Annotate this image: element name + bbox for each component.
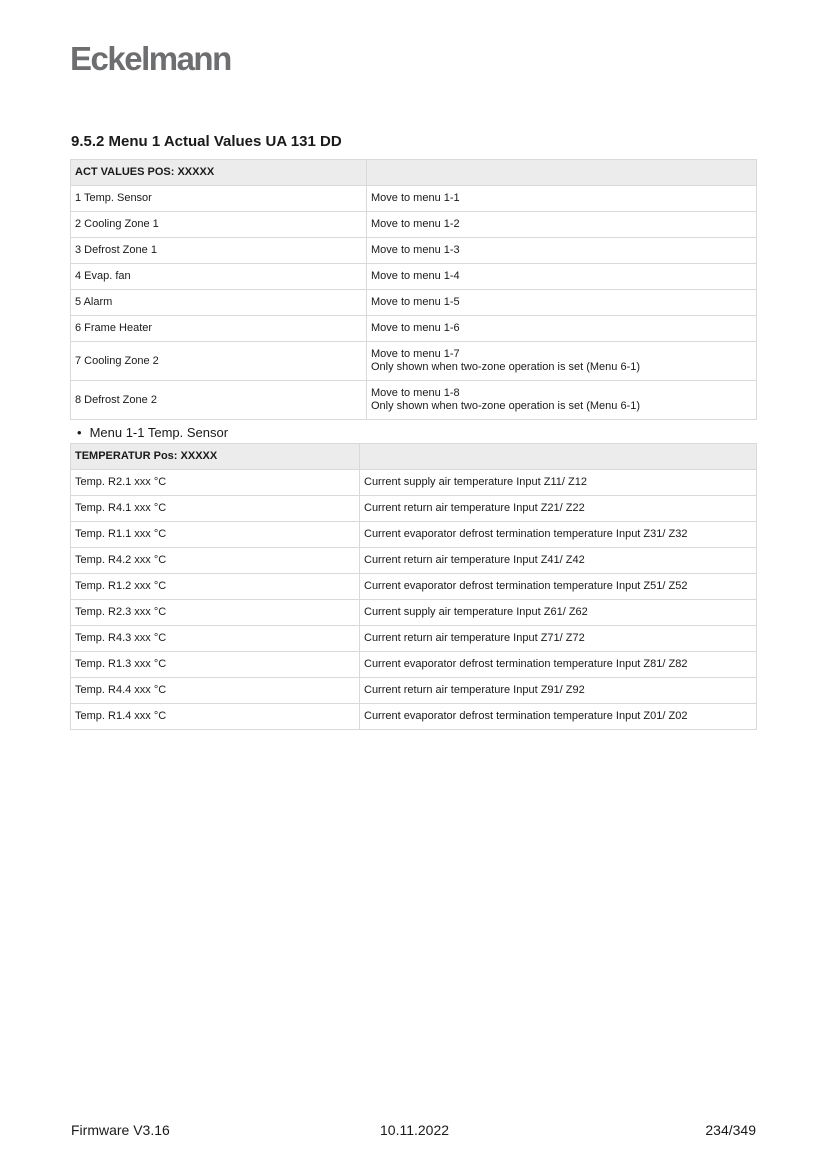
sensor-label: Temp. R1.3 xxx °C: [71, 652, 360, 678]
table-header-cell: [360, 444, 757, 470]
menu-item-label: 8 Defrost Zone 2: [71, 381, 367, 420]
sensor-description: Current evaporator defrost termination temperature Input Z01/ Z02: [360, 704, 757, 730]
menu-item-description: Move to menu 1-6: [367, 316, 757, 342]
menu-item-description: Move to menu 1-5: [367, 290, 757, 316]
sensor-description: Current supply air temperature Input Z61/ Z62: [360, 600, 757, 626]
menu-item-description: Move to menu 1-1: [367, 186, 757, 212]
table-header-row: [71, 160, 757, 186]
actual-values-table: [70, 159, 757, 420]
table-row: [71, 186, 757, 212]
menu-item-note: Only shown when two-zone operation is set (Menu 6-1): [371, 400, 641, 412]
table-row: [71, 652, 757, 678]
table-row: [71, 678, 757, 704]
table-row: [71, 574, 757, 600]
menu-item-description: Move to menu 1-3: [367, 238, 757, 264]
table-row: [71, 212, 757, 238]
sensor-label: Temp. R4.2 xxx °C: [71, 548, 360, 574]
footer-page-number: 234/349: [705, 1122, 756, 1138]
sensor-label: Temp. R1.1 xxx °C: [71, 522, 360, 548]
menu-item-description: Move to menu 1-4: [367, 264, 757, 290]
sensor-description: Current evaporator defrost termination temperature Input Z31/ Z32: [360, 522, 757, 548]
bullet-icon: •: [77, 425, 82, 440]
sensor-label: Temp. R2.3 xxx °C: [71, 600, 360, 626]
menu-item-target: Move to menu 1-7: [371, 348, 460, 360]
subsection-title: Menu 1-1 Temp. Sensor: [89, 425, 229, 440]
sensor-label: Temp. R1.2 xxx °C: [71, 574, 360, 600]
table-row: [71, 496, 757, 522]
section-title: 9.5.2 Menu 1 Actual Values UA 131 DD: [71, 133, 342, 150]
table-row: [71, 548, 757, 574]
menu-item-description: [367, 381, 757, 420]
sensor-label: Temp. R1.4 xxx °C: [71, 704, 360, 730]
sensor-label: Temp. R2.1 xxx °C: [71, 470, 360, 496]
sensor-description: Current return air temperature Input Z21/ Z22: [360, 496, 757, 522]
sensor-description: Current return air temperature Input Z41/ Z42: [360, 548, 757, 574]
sensor-description: Current return air temperature Input Z91/ Z92: [360, 678, 757, 704]
sensor-description: Current return air temperature Input Z71/ Z72: [360, 626, 757, 652]
menu-item-description: Move to menu 1-2: [367, 212, 757, 238]
subsection-bullet: [77, 425, 228, 440]
menu-item-description: [367, 342, 757, 381]
menu-item-label: 6 Frame Heater: [71, 316, 367, 342]
menu-item-label: 4 Evap. fan: [71, 264, 367, 290]
sensor-label: Temp. R4.3 xxx °C: [71, 626, 360, 652]
menu-item-label: 7 Cooling Zone 2: [71, 342, 367, 381]
table-header-cell: ACT VALUES POS: XXXXX: [71, 160, 367, 186]
table-row: [71, 264, 757, 290]
table-row: [71, 470, 757, 496]
menu-item-label: 3 Defrost Zone 1: [71, 238, 367, 264]
table-header-cell: TEMPERATUR Pos: XXXXX: [71, 444, 360, 470]
company-logo: Eckelmann: [70, 40, 231, 77]
table-row: [71, 600, 757, 626]
table-row: [71, 290, 757, 316]
sensor-description: Current supply air temperature Input Z11/ Z12: [360, 470, 757, 496]
menu-item-label: 1 Temp. Sensor: [71, 186, 367, 212]
table-row: [71, 704, 757, 730]
menu-item-target: Move to menu 1-8: [371, 387, 460, 399]
sensor-label: Temp. R4.4 xxx °C: [71, 678, 360, 704]
menu-item-note: Only shown when two-zone operation is set (Menu 6-1): [371, 361, 641, 373]
table-row: [71, 316, 757, 342]
menu-item-label: 2 Cooling Zone 1: [71, 212, 367, 238]
sensor-description: Current evaporator defrost termination temperature Input Z51/ Z52: [360, 574, 757, 600]
menu-item-label: 5 Alarm: [71, 290, 367, 316]
temperature-table: [70, 443, 757, 730]
table-row: [71, 342, 757, 381]
table-row: [71, 522, 757, 548]
table-header-cell: [367, 160, 757, 186]
table-row: [71, 626, 757, 652]
sensor-description: Current evaporator defrost termination temperature Input Z81/ Z82: [360, 652, 757, 678]
table-row: [71, 238, 757, 264]
footer-date: 10.11.2022: [380, 1122, 450, 1138]
sensor-label: Temp. R4.1 xxx °C: [71, 496, 360, 522]
table-row: [71, 381, 757, 420]
footer-firmware: Firmware V3.16: [71, 1122, 170, 1138]
table-header-row: [71, 444, 757, 470]
